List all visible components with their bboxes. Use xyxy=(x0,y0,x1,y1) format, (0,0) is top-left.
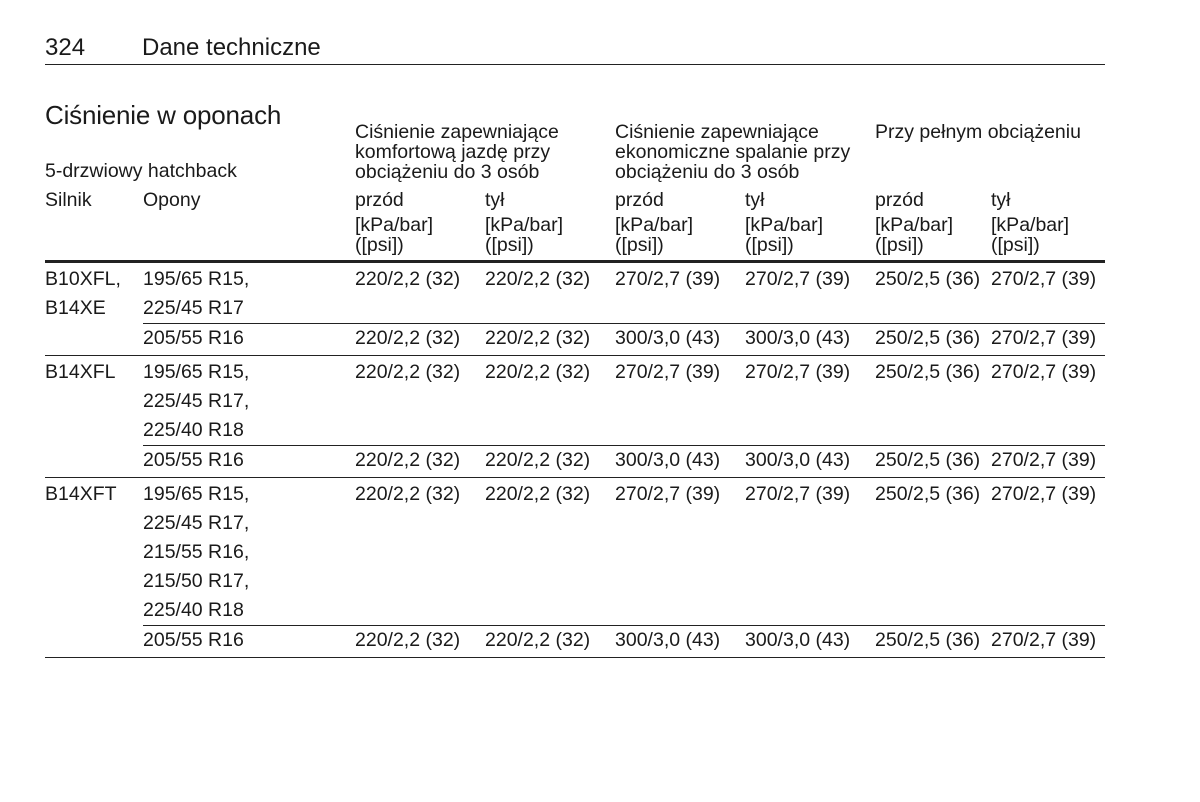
group-header-line: Przy pełnym obciążeniu xyxy=(875,121,1081,143)
pressure-value: 300/3,0 (43) xyxy=(615,446,745,478)
unit-label: [kPa/bar] ([psi]) xyxy=(875,213,991,262)
unit-label: [kPa/bar] ([psi]) xyxy=(615,213,745,262)
tyre-size-cell: 195/65 R15, 225/45 R17, 225/40 R18 xyxy=(143,356,355,446)
pressure-value: 220/2,2 (32) xyxy=(355,446,485,478)
rear-label: tył xyxy=(485,189,505,211)
pressure-value: 270/2,7 (39) xyxy=(991,446,1105,478)
pressure-value: 220/2,2 (32) xyxy=(485,324,615,356)
front-label: przód xyxy=(615,189,664,211)
pressure-value: 270/2,7 (39) xyxy=(991,262,1105,324)
rear-label: tył xyxy=(991,189,1011,211)
rear-label: tył xyxy=(745,189,765,211)
engine-cell: B14XFL xyxy=(45,356,143,478)
pressure-value: 250/2,5 (36) xyxy=(875,324,991,356)
pressure-value: 270/2,7 (39) xyxy=(991,626,1105,658)
table-row xyxy=(45,446,1105,478)
pressure-value: 300/3,0 (43) xyxy=(615,324,745,356)
group-header-eco xyxy=(615,120,875,184)
column-label-row xyxy=(45,184,1105,213)
vehicle-type-label: 5-drzwiowy hatchback xyxy=(45,160,237,182)
header-title: Dane techniczne xyxy=(142,34,321,61)
pressure-value: 220/2,2 (32) xyxy=(355,324,485,356)
pressure-value: 270/2,7 (39) xyxy=(615,478,745,626)
group-header-line: obciążeniu do 3 osób xyxy=(615,161,800,183)
pressure-value: 220/2,2 (32) xyxy=(355,478,485,626)
pressure-value: 220/2,2 (32) xyxy=(485,446,615,478)
pressure-value: 270/2,7 (39) xyxy=(745,262,875,324)
group-header-row xyxy=(45,120,1105,184)
group-header-line: Ciśnienie zapewniające xyxy=(355,121,559,143)
front-label: przód xyxy=(355,189,404,211)
pressure-value: 270/2,7 (39) xyxy=(991,478,1105,626)
pressure-value: 300/3,0 (43) xyxy=(615,626,745,658)
pressure-value: 270/2,7 (39) xyxy=(991,324,1105,356)
pressure-value: 270/2,7 (39) xyxy=(745,356,875,446)
page-header xyxy=(45,34,1105,65)
unit-label: [kPa/bar] ([psi]) xyxy=(485,213,615,262)
unit-row xyxy=(45,213,1105,262)
tyres-column-header: Opony xyxy=(143,189,201,211)
pressure-value: 300/3,0 (43) xyxy=(745,446,875,478)
tyre-size-cell: 195/65 R15, 225/45 R17 xyxy=(143,262,355,324)
group-header-line: obciążeniu do 3 osób xyxy=(355,161,540,183)
tyre-size-cell: 205/55 R16 xyxy=(143,446,355,478)
table-row xyxy=(45,478,1105,626)
pressure-value: 220/2,2 (32) xyxy=(355,356,485,446)
engine-cell: B10XFL, B14XE xyxy=(45,262,143,356)
unit-label: [kPa/bar] ([psi]) xyxy=(991,213,1105,262)
pressure-value: 220/2,2 (32) xyxy=(485,356,615,446)
engine-cell: B14XFT xyxy=(45,478,143,658)
group-header-comfort xyxy=(355,120,615,184)
pressure-value: 250/2,5 (36) xyxy=(875,262,991,324)
pressure-value: 250/2,5 (36) xyxy=(875,446,991,478)
table-row xyxy=(45,324,1105,356)
section-title: Ciśnienie w oponach xyxy=(45,100,282,131)
pressure-value: 270/2,7 (39) xyxy=(615,356,745,446)
pressure-value: 250/2,5 (36) xyxy=(875,356,991,446)
pressure-value: 270/2,7 (39) xyxy=(615,262,745,324)
tyre-size-cell: 195/65 R15, 225/45 R17, 215/55 R16, 215/50 R17, 225/40 R18 xyxy=(143,478,355,626)
tyre-size-cell: 205/55 R16 xyxy=(143,626,355,658)
table-row xyxy=(45,356,1105,446)
pressure-value: 220/2,2 (32) xyxy=(355,626,485,658)
pressure-value: 220/2,2 (32) xyxy=(485,478,615,626)
pressure-value: 250/2,5 (36) xyxy=(875,478,991,626)
pressure-value: 300/3,0 (43) xyxy=(745,626,875,658)
table-row xyxy=(45,262,1105,324)
group-header-full-load xyxy=(875,120,1105,184)
engine-column-header: Silnik xyxy=(45,189,92,211)
pressure-value: 270/2,7 (39) xyxy=(991,356,1105,446)
front-label: przód xyxy=(875,189,924,211)
table-row xyxy=(45,626,1105,658)
group-header-line: Ciśnienie zapewniające xyxy=(615,121,819,143)
page-number: 324 xyxy=(45,34,86,61)
unit-label: [kPa/bar] ([psi]) xyxy=(745,213,875,262)
tyre-pressure-table xyxy=(45,120,1105,658)
pressure-value: 220/2,2 (32) xyxy=(485,262,615,324)
group-header-line: komfortową jazdę przy xyxy=(355,141,551,163)
pressure-value: 220/2,2 (32) xyxy=(485,626,615,658)
pressure-value: 250/2,5 (36) xyxy=(875,626,991,658)
unit-label: [kPa/bar] ([psi]) xyxy=(355,213,485,262)
tyre-size-cell: 205/55 R16 xyxy=(143,324,355,356)
pressure-value: 270/2,7 (39) xyxy=(745,478,875,626)
pressure-value: 220/2,2 (32) xyxy=(355,262,485,324)
group-header-line: ekonomiczne spalanie przy xyxy=(615,141,851,163)
pressure-value: 300/3,0 (43) xyxy=(745,324,875,356)
table-body xyxy=(45,262,1105,658)
